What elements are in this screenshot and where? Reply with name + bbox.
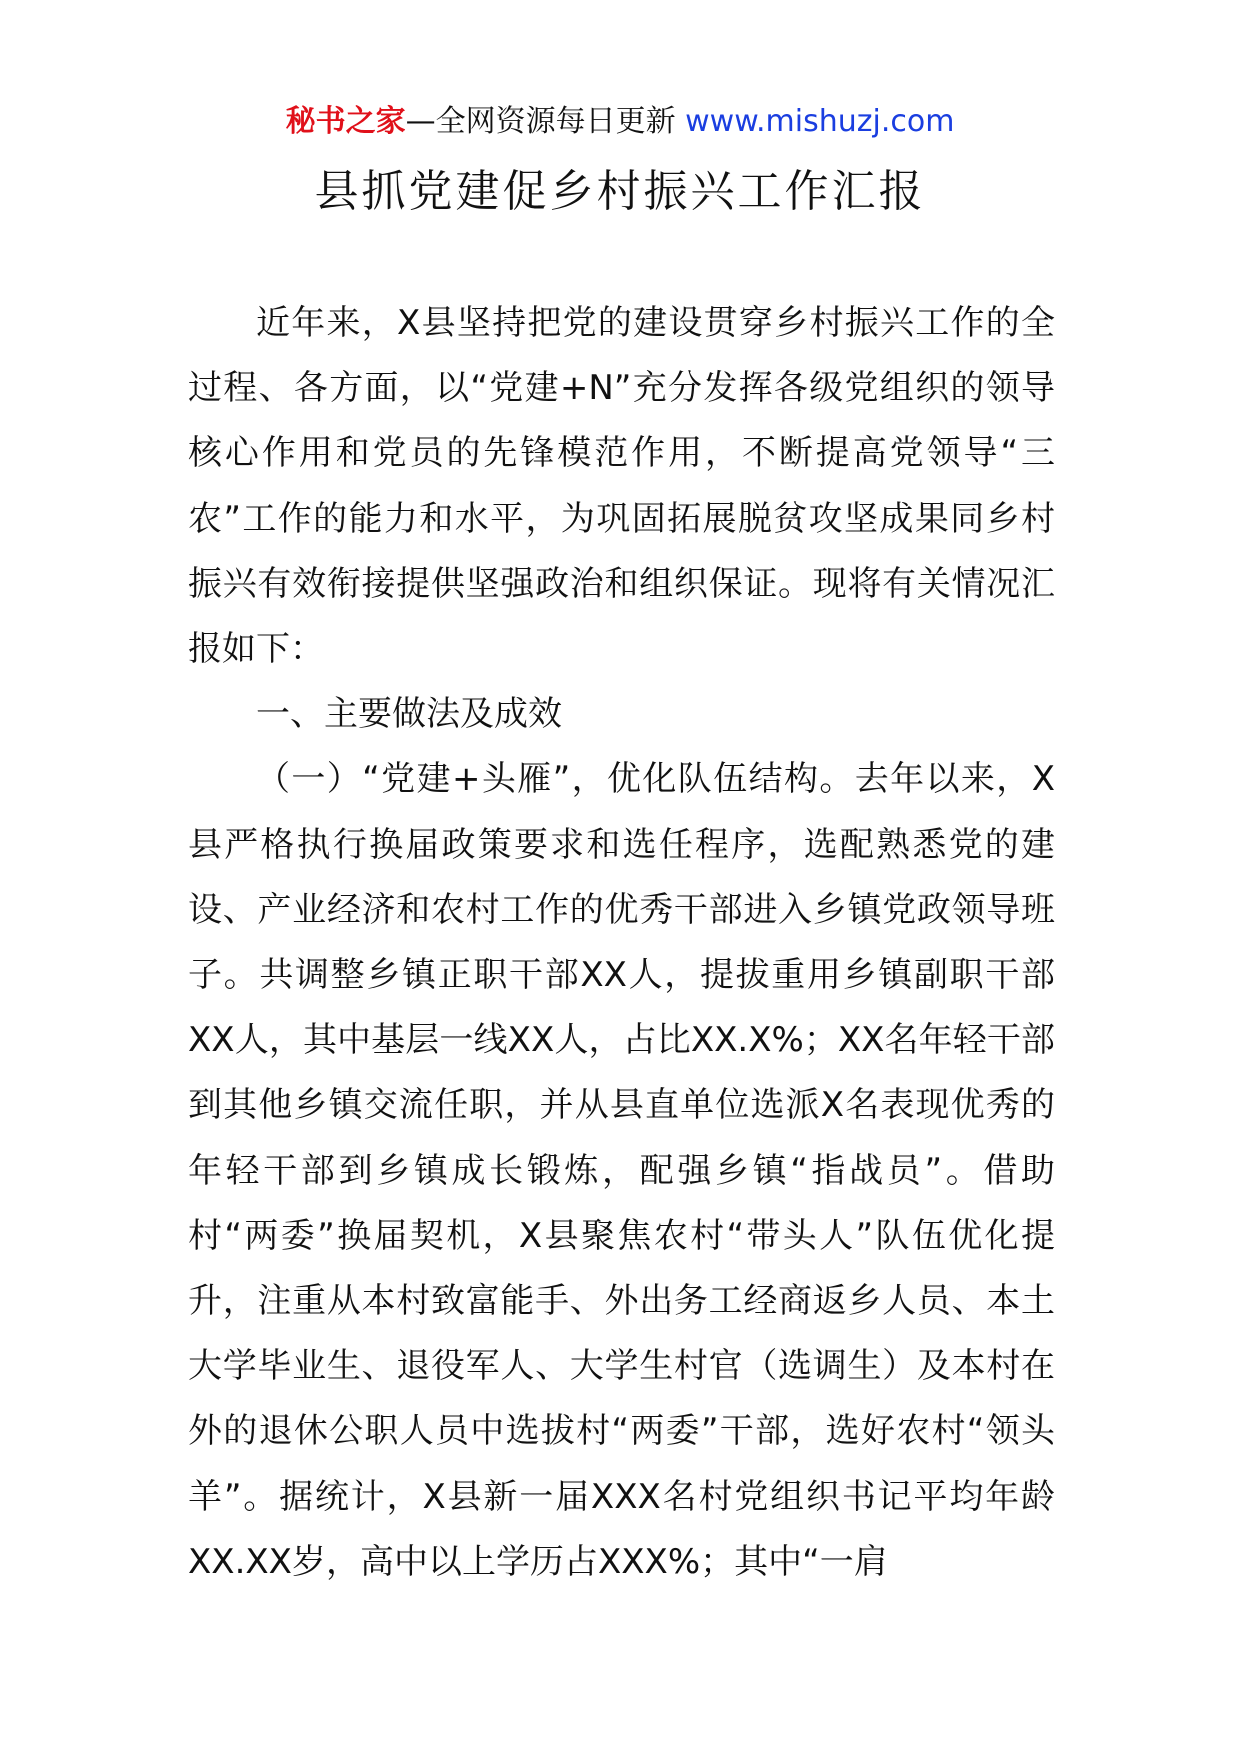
subsection-paragraph: （一）“党建+头雁”，优化队伍结构。去年以来，X县严格执行换届政策要求和选任程序，选配熟悉党的建设、产业经济和农村工作的优秀干部进入乡镇党政领导班子。共调整乡镇正职干部XX人，提拔重用乡镇副职干部XX人，其中基层一线XX人，占比XX.X%；XX名年轻干部到其他乡镇交流任职，并从县直单位选派X名表现优秀的年轻干部到乡镇成长锻炼，配强乡镇“指战员”。借助村“两委”换届契机，X县聚焦农村“带头人”队伍优化提升，注重从本村致富能手、外出务工经商返乡人员、本土大学毕业生、退役军人、大学生村官（选调生）及本村在外的退休公职人员中选拔村“两委”干部，选好农村“领头羊”。据统计，X县新一届XXX名村党组织书记平均年龄XX.XX岁，高中以上学历占XXX%；其中“一肩: [188, 759, 1055, 1582]
intro-paragraph: 近年来，X县坚持把党的建设贯穿乡村振兴工作的全过程、各方面，以“党建+N”充分发挥各级党组织的领导核心作用和党员的先锋模范作用，不断提高党领导“三农”工作的能力和水平，为巩固拓展脱贫攻坚成果同乡村振兴有效衔接提供坚强政治和组织保证。现将有关情况汇报如下：: [188, 303, 1055, 670]
document-title: 县抓党建促乡村振兴工作汇报: [314, 166, 926, 217]
site-header: [0, 100, 1240, 144]
brand-name: 秘书之家: [285, 104, 406, 139]
site-url-link[interactable]: www.mishuzj.com: [685, 104, 955, 139]
header-slogan: —全网资源每日更新: [405, 104, 686, 139]
document-body: [188, 291, 1055, 1595]
section-heading: 一、主要做法及成效: [256, 694, 562, 735]
